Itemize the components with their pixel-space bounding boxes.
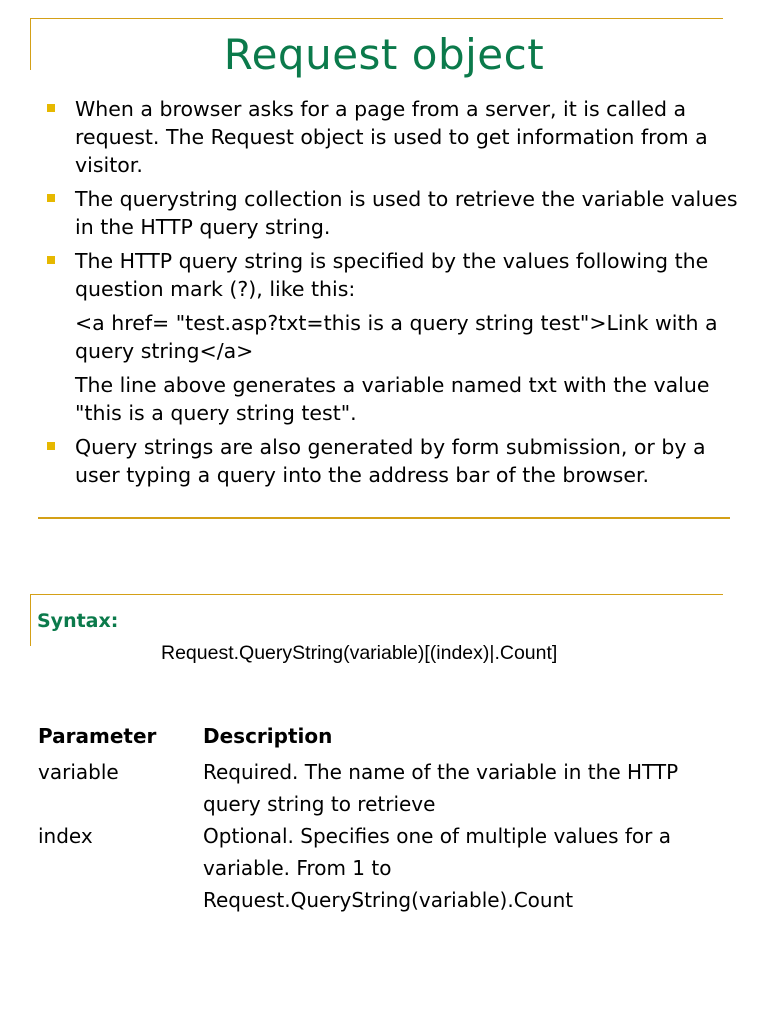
- example-explanation: The line above generates a variable named txt with the value "this is a query string test".: [75, 373, 710, 425]
- square-bullet-icon: [47, 256, 55, 264]
- bullet-list: [40, 95, 740, 495]
- top-rule: [30, 594, 723, 595]
- param-name: index: [38, 824, 93, 848]
- bullet-text: When a browser asks for a page from a server, it is called a request. The Request object is used to get information from a visitor.: [75, 97, 708, 177]
- bullet-item: [40, 95, 740, 179]
- code-example: <a href= "test.asp?txt=this is a query string test">Link with a query string</a>: [75, 311, 718, 363]
- bottom-rule: [38, 517, 730, 519]
- slide-syntax: [0, 590, 768, 930]
- table-header-row: [38, 720, 738, 752]
- param-description: Optional. Specifies one of multiple values for a variable. From 1 to Request.QueryString(variable).Count: [203, 824, 671, 912]
- header-description: Description: [203, 724, 333, 748]
- square-bullet-icon: [47, 442, 55, 450]
- table-row: [38, 756, 738, 820]
- bullet-text: The querystring collection is used to retrieve the variable values in the HTTP query string.: [75, 187, 738, 239]
- bullet-item: [40, 433, 740, 489]
- slide-title: Request object: [223, 30, 545, 79]
- bullet-text: Query strings are also generated by form submission, or by a user typing a query into the address bar of the browser.: [75, 435, 706, 487]
- parameter-table: [38, 720, 738, 916]
- left-rule: [30, 594, 31, 646]
- table-row: [38, 820, 738, 916]
- top-rule: [30, 18, 723, 19]
- syntax-label: Syntax:: [37, 610, 119, 632]
- header-parameter: Parameter: [38, 724, 157, 748]
- param-name: variable: [38, 760, 119, 784]
- syntax-line: Request.QueryString(variable)[(index)|.Count]: [161, 642, 558, 664]
- square-bullet-icon: [47, 104, 55, 112]
- bullet-item: [40, 247, 740, 303]
- param-description: Required. The name of the variable in the HTTP query string to retrieve: [203, 760, 679, 816]
- bullet-text: The HTTP query string is specified by the values following the question mark (?), like this:: [75, 249, 709, 301]
- bullet-item: [40, 185, 740, 241]
- square-bullet-icon: [47, 194, 55, 202]
